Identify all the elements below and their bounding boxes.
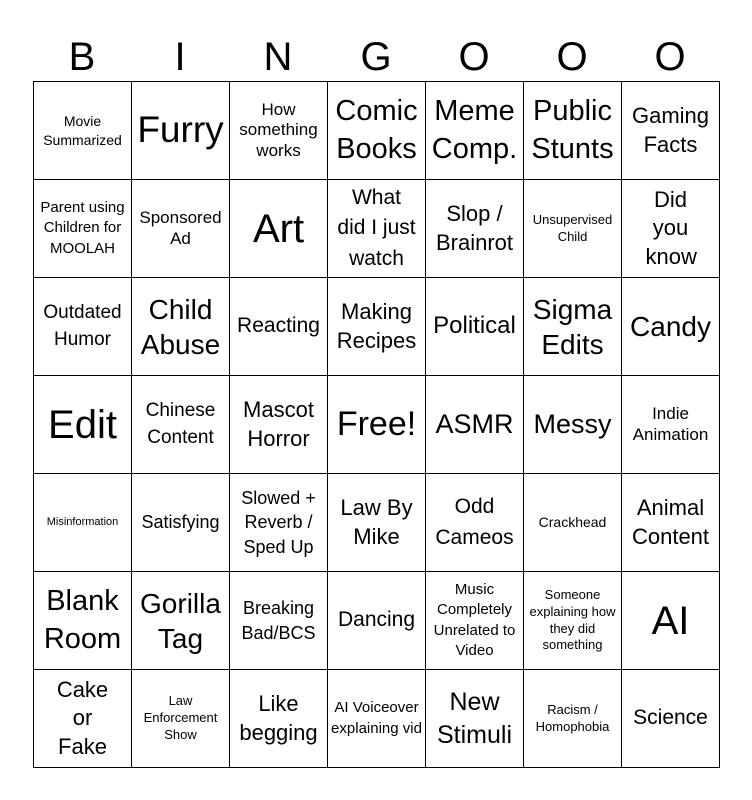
bingo-cell[interactable] xyxy=(132,278,230,376)
cell-text: Sigma Edits xyxy=(532,293,613,360)
bingo-cell[interactable] xyxy=(426,278,524,376)
bingo-cell[interactable] xyxy=(524,670,622,768)
cell-text: Art xyxy=(252,206,305,251)
bingo-cell[interactable] xyxy=(34,376,132,474)
cell-text: Dancing xyxy=(337,608,416,632)
cell-text: Making Recipes xyxy=(336,298,417,353)
header-letter-g: G xyxy=(360,35,392,79)
cell-text: Free! xyxy=(336,405,417,444)
cell-text: Public Stunts xyxy=(531,94,614,165)
cell-text: Crackhead xyxy=(538,514,607,531)
bingo-cell[interactable] xyxy=(230,278,328,376)
bingo-cell[interactable] xyxy=(622,474,720,572)
bingo-cell[interactable] xyxy=(426,474,524,572)
cell-text: Odd Cameos xyxy=(435,495,514,549)
header-letter-o-3: O xyxy=(654,35,686,79)
cell-text: Political xyxy=(433,312,516,340)
bingo-cell[interactable] xyxy=(132,82,230,180)
cell-text: Child Abuse xyxy=(140,293,221,360)
cell-text: Candy xyxy=(630,311,711,342)
cell-text: Reacting xyxy=(237,314,320,338)
bingo-cell[interactable] xyxy=(328,572,426,670)
bingo-cell[interactable] xyxy=(132,180,230,278)
header-letter-n: N xyxy=(263,35,293,79)
cell-text: Movie Summarized xyxy=(43,112,122,148)
cell-text: Gaming Facts xyxy=(631,102,710,157)
bingo-header xyxy=(33,34,719,80)
bingo-cell[interactable] xyxy=(426,572,524,670)
cell-text: Satisfying xyxy=(141,512,220,533)
cell-text: Messy xyxy=(533,408,612,439)
bingo-cell[interactable] xyxy=(132,376,230,474)
bingo-cell[interactable] xyxy=(132,670,230,768)
cell-text: Breaking Bad/BCS xyxy=(241,598,316,643)
bingo-cell[interactable] xyxy=(622,376,720,474)
bingo-cell[interactable] xyxy=(230,82,328,180)
bingo-cell[interactable] xyxy=(622,278,720,376)
cell-text: Sponsored Ad xyxy=(139,208,222,248)
cell-text: Racism / Homophobia xyxy=(535,701,610,734)
bingo-cell[interactable] xyxy=(328,82,426,180)
cell-text: Slowed + Reverb / Sped Up xyxy=(241,488,316,557)
cell-text: Gorilla Tag xyxy=(140,587,221,654)
bingo-cell[interactable] xyxy=(230,376,328,474)
bingo-cell[interactable] xyxy=(34,82,132,180)
bingo-cell[interactable] xyxy=(230,180,328,278)
cell-text: Music Completely Unrelated to Video xyxy=(433,581,516,659)
cell-text: Blank Room xyxy=(43,584,122,655)
cell-text: Meme Comp. xyxy=(431,94,518,165)
bingo-cell[interactable] xyxy=(524,572,622,670)
cell-text: What did I just watch xyxy=(337,185,416,270)
bingo-cell[interactable] xyxy=(622,82,720,180)
header-letter-o-1: O xyxy=(458,35,490,79)
cell-text: Like begging xyxy=(239,690,318,745)
bingo-cell[interactable] xyxy=(34,278,132,376)
cell-text: Slop / Brainrot xyxy=(435,200,514,255)
cell-text: Science xyxy=(633,706,708,730)
cell-text: Edit xyxy=(48,402,117,447)
bingo-cell[interactable] xyxy=(132,572,230,670)
cell-text: New Stimuli xyxy=(436,688,512,749)
cell-text: Mascot Horror xyxy=(243,396,314,451)
cell-text: AI xyxy=(651,598,690,643)
cell-text: ASMR xyxy=(435,408,514,439)
cell-text: Cake or Fake xyxy=(56,676,109,759)
bingo-cell[interactable] xyxy=(34,572,132,670)
bingo-cell[interactable] xyxy=(328,278,426,376)
bingo-cell[interactable] xyxy=(622,180,720,278)
bingo-cell[interactable] xyxy=(426,376,524,474)
cell-text: Law By Mike xyxy=(340,494,413,549)
cell-text: Someone explaining how they did something xyxy=(529,586,616,653)
bingo-cell[interactable] xyxy=(524,474,622,572)
bingo-cell[interactable] xyxy=(230,670,328,768)
cell-text: Misinformation xyxy=(46,516,119,529)
cell-text: Indie Animation xyxy=(632,404,709,444)
cell-text: Unsupervised Child xyxy=(532,211,613,244)
cell-text: Comic Books xyxy=(335,94,418,165)
bingo-cell[interactable] xyxy=(524,180,622,278)
bingo-cell[interactable] xyxy=(524,82,622,180)
cell-text: Parent using Children for MOOLAH xyxy=(40,199,125,257)
cell-text: Did you know xyxy=(645,186,697,269)
bingo-cell[interactable] xyxy=(622,572,720,670)
bingo-cell[interactable] xyxy=(426,82,524,180)
header-letter-o-2: O xyxy=(556,35,588,79)
bingo-cell[interactable] xyxy=(524,376,622,474)
bingo-cell[interactable] xyxy=(328,474,426,572)
cell-text: AI Voiceover explaining vid xyxy=(331,699,422,737)
bingo-cell[interactable] xyxy=(328,376,426,474)
cell-text: Law Enforcement Show xyxy=(143,693,218,742)
cell-text: Chinese Content xyxy=(145,399,216,448)
bingo-cell[interactable] xyxy=(328,670,426,768)
bingo-cell[interactable] xyxy=(230,572,328,670)
cell-text: Animal Content xyxy=(631,494,710,549)
bingo-cell[interactable] xyxy=(132,474,230,572)
header-letter-b: B xyxy=(68,35,96,79)
header-letter-i: I xyxy=(174,35,186,79)
bingo-cell[interactable] xyxy=(524,278,622,376)
bingo-cell[interactable] xyxy=(426,180,524,278)
cell-text: Outdated Humor xyxy=(43,301,122,350)
cell-text: Furry xyxy=(137,109,224,151)
bingo-cell[interactable] xyxy=(34,180,132,278)
bingo-cell[interactable] xyxy=(622,670,720,768)
cell-text: How something works xyxy=(239,99,318,160)
bingo-cell[interactable] xyxy=(34,474,132,572)
bingo-cell[interactable] xyxy=(328,180,426,278)
bingo-cell[interactable] xyxy=(34,670,132,768)
bingo-cell[interactable] xyxy=(426,670,524,768)
bingo-board xyxy=(33,81,720,768)
bingo-cell[interactable] xyxy=(230,474,328,572)
